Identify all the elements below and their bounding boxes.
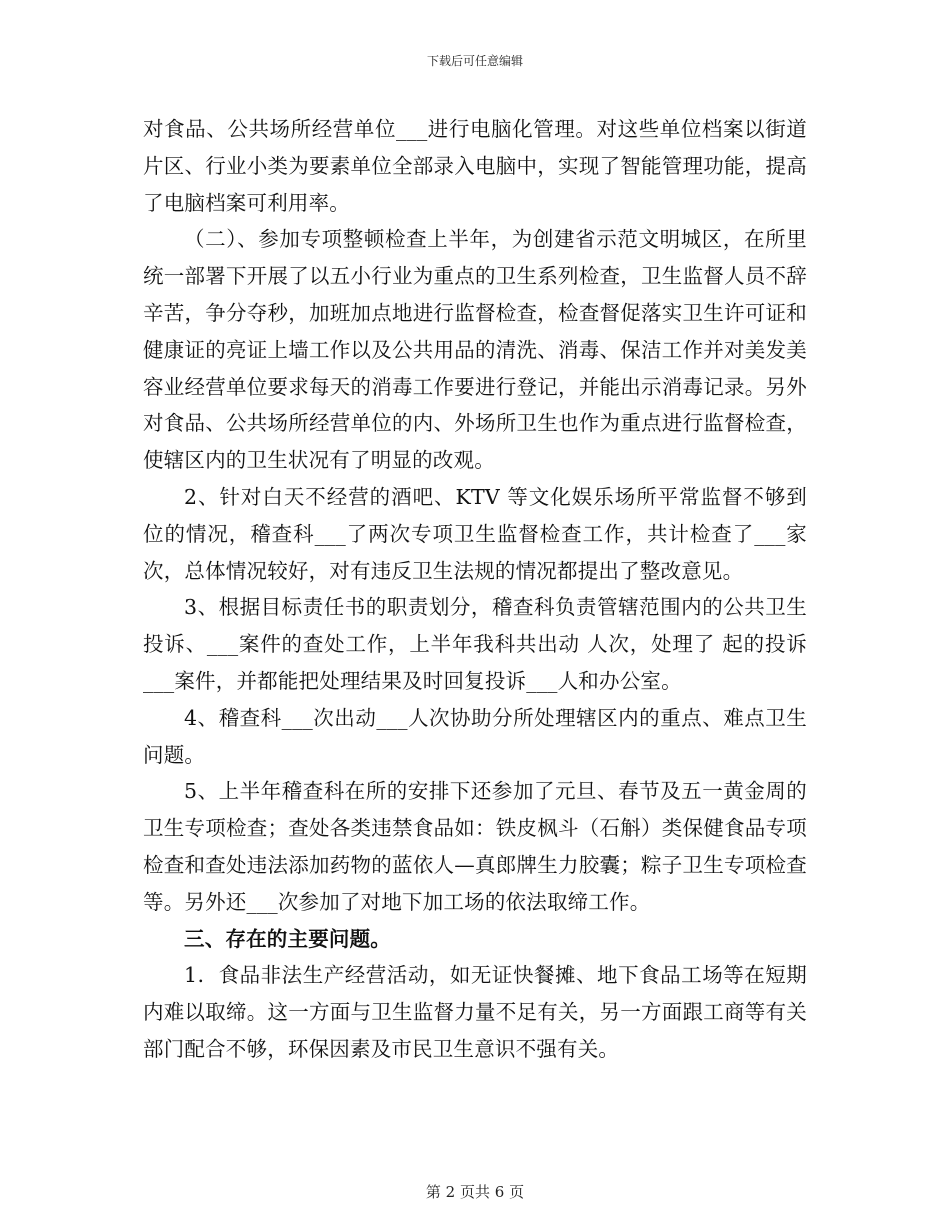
paragraph-item-5: 5、上半年稽查科在所的安排下还参加了元旦、春节及五一黄金周的卫生专项检查；查处各类违禁食品如：铁皮枫斗（石斛）类保健食品专项检查和查处违法添加药物的蓝依人—真郎牌生力胶囊；粽子卫生专项检查等。另外还___次参加了对地下加工场的依法取缔工作。	[143, 779, 807, 914]
section-heading-main-problems: 三、存在的主要问题。	[184, 926, 391, 951]
paragraph-item-2: 2、针对白天不经营的酒吧、KTV 等文化娱乐场所平常监督不够到位的情况，稽查科___了两次专项卫生监督检查工作，共计检查了___家次，总体情况较好，对有违反卫生法规的情况都提出了整改意见。	[143, 484, 807, 583]
paragraph-item-4: 4、稽查科___次出动___人次协助分所处理辖区内的重点、难点卫生问题。	[143, 705, 807, 767]
paragraph-item-3: 3、根据目标责任书的职责划分，稽查科负责管辖范围内的公共卫生投诉、___案件的查处工作，上半年我科共出动 人次，处理了 起的投诉___案件，并都能把处理结果及时回复投诉___人和办公室。	[143, 595, 807, 693]
paragraph-electronic-filing: 对食品、公共场所经营单位___进行电脑化管理。对这些单位档案以街道片区、行业小类为要素单位全部录入电脑中，实现了智能管理功能，提高了电脑档案可利用率。	[143, 117, 807, 215]
paragraph-special-inspection: （二）、参加专项整顿检查上半年，为创建省示范文明城区，在所里统一部署下开展了以五小行业为重点的卫生系列检查，卫生监督人员不辞辛苦，争分夺秒，加班加点地进行监督检查，检查督促落实卫生许可证和健康证的亮证上墙工作以及公共用品的清洗、消毒、保洁工作并对美发美容业经营单位要求每天的消毒工作要进行登记，并能出示消毒记录。另外对食品、公共场所经营单位的内、外场所卫生也作为重点进行监督检查，使辖区内的卫生状况有了明显的改观。	[143, 227, 807, 473]
page-header: 下载后可任意编辑	[426, 54, 523, 68]
document-body	[143, 111, 807, 1068]
page-footer: 第 2 页共 6 页	[425, 1183, 525, 1201]
paragraph-problem-1: 1．食品非法生产经营活动，如无证快餐摊、地下食品工场等在短期内难以取缔。这一方面与卫生监督力量不足有关，另一方面跟工商等有关部门配合不够，环保因素及市民卫生意识不强有关。	[143, 963, 807, 1061]
